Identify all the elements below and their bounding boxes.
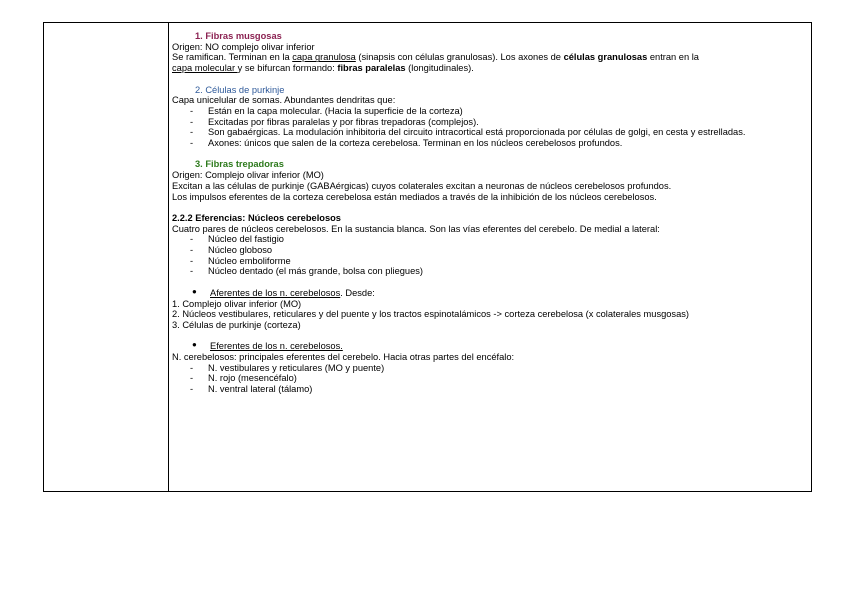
s1-text: (sinapsis con células granulosas). Los axones de xyxy=(355,52,564,63)
s1-underline-capa-molecular: capa molecular xyxy=(172,63,238,74)
spacer xyxy=(172,202,807,213)
bullet-dot-icon: ● xyxy=(192,340,197,350)
bullet-underlined-text: Eferentes de los n. cerebelosos. xyxy=(210,341,343,352)
s1-text: (longitudinales). xyxy=(405,63,474,74)
s1-origin: Origen: NO complejo olivar inferior xyxy=(172,41,315,52)
list-item: - N. rojo (mesencéfalo) xyxy=(190,373,297,384)
list-item-text: Excitadas por fibras paralelas y por fibras trepadoras (complejos). xyxy=(208,116,479,127)
list-item: - Son gabaérgicas. La modulación inhibitoria del circuito intracortical está proporcionada por células de golgi, en cesta y estrelladas. xyxy=(190,127,746,138)
s5-line: 1. Complejo olivar inferior (MO) xyxy=(172,298,302,309)
list-item: - N. vestibulares y reticulares (MO y puente) xyxy=(190,362,385,373)
s3-line: Origen: Complejo olivar inferior (MO) xyxy=(172,170,324,181)
heading-fibras-trepadoras: 3. Fibras trepadoras xyxy=(195,159,284,170)
list-item-text: Están en la capa molecular. (Hacia la superficie de la corteza) xyxy=(208,105,463,116)
heading-celulas-purkinje: 2. Células de purkinje xyxy=(195,84,285,95)
list-item-text: N. vestibulares y reticulares (MO y puente) xyxy=(208,362,385,373)
list-item: - Núcleo globoso xyxy=(190,245,273,256)
heading-eferencias: 2.2.2 Eferencias: Núcleos cerebelosos xyxy=(172,212,341,223)
s1-bold-fibras-paralelas: fibras paralelas xyxy=(337,63,406,74)
s3-line: Excitan a las células de purkinje (GABAérgicas) cuyos colaterales excitan a neuronas de núcleos cerebelosos profundos. xyxy=(172,180,672,191)
list-item: - Núcleo emboliforme xyxy=(190,255,291,266)
s1-text: Se ramifican. Terminan en la xyxy=(172,52,293,63)
list-item: - Axones: únicos que salen de la corteza cerebelosa. Terminan en los núcleos cerebelosos profundos. xyxy=(190,138,623,149)
list-item: - Están en la capa molecular. (Hacia la superficie de la corteza) xyxy=(190,105,463,116)
list-item: - Núcleo del fastigio xyxy=(190,234,284,245)
list-item-text: Núcleo globoso xyxy=(208,245,273,256)
s2-intro: Capa unicelular de somas. Abundantes dendritas que: xyxy=(172,95,396,106)
list-item-text: Núcleo dentado (el más grande, bolsa con pliegues) xyxy=(208,266,423,277)
bullet-underlined-text: Aferentes de los n. cerebelosos xyxy=(210,287,341,298)
list-item-text: N. rojo (mesencéfalo) xyxy=(208,373,297,384)
s1-bold-celulas-granulosas: células granulosas xyxy=(563,52,648,63)
bullet-text: . Desde: xyxy=(340,287,375,298)
s3-line: Los impulsos eferentes de la corteza cerebelosa están mediados a través de la inhibición de los núcleos cerebelosos. xyxy=(172,191,657,202)
s4-intro: Cuatro pares de núcleos cerebelosos. En la sustancia blanca. Son las vías eferentes del cerebelo. De medial a lateral: xyxy=(172,223,660,234)
heading-fibras-musgosas: 1. Fibras musgosas xyxy=(195,31,282,41)
s1-underline-capa-granulosa: capa granulosa xyxy=(292,52,356,63)
list-item: - Excitadas por fibras paralelas y por fibras trepadoras (complejos). xyxy=(190,116,479,127)
bullet-eferentes xyxy=(172,341,807,352)
s5-line: 3. Células de purkinje (corteza) xyxy=(172,319,301,330)
spacer xyxy=(172,149,807,160)
list-item: - Núcleo dentado (el más grande, bolsa con pliegues) xyxy=(190,266,423,277)
s6-intro: N. cerebelosos: principales eferentes del cerebelo. Hacia otras partes del encéfalo: xyxy=(172,352,515,363)
bullet-dot-icon: ● xyxy=(192,286,197,296)
spacer xyxy=(172,74,807,85)
list-item-text: N. ventral lateral (tálamo) xyxy=(208,384,313,395)
s1-text: entran en la xyxy=(647,52,699,63)
list-item: - N. ventral lateral (tálamo) xyxy=(190,384,313,395)
column-divider xyxy=(168,23,169,491)
table-cell-frame xyxy=(43,22,812,492)
s5-line: 2. Núcleos vestibulares, reticulares y del puente y los tractos espinotalámicos -> corteza cerebelosa (x colaterales musgosas) xyxy=(172,309,689,320)
spacer xyxy=(172,331,807,342)
s1-paragraph-1 xyxy=(172,52,807,63)
list-item-text: Son gabaérgicas. La modulación inhibitoria del circuito intracortical está proporcionada por células de golgi, en cesta y estrelladas. xyxy=(208,127,746,138)
bullet-aferentes xyxy=(172,288,807,299)
list-item-text: Núcleo del fastigio xyxy=(208,234,284,245)
s1-paragraph-2 xyxy=(172,63,807,74)
s1-text: y se bifurcan formando: xyxy=(237,63,338,74)
spacer xyxy=(172,277,807,288)
notes-content xyxy=(172,31,807,395)
list-item-text: Núcleo emboliforme xyxy=(208,255,291,266)
list-item-text: Axones: únicos que salen de la corteza cerebelosa. Terminan en los núcleos cerebelosos profundos. xyxy=(208,138,623,149)
